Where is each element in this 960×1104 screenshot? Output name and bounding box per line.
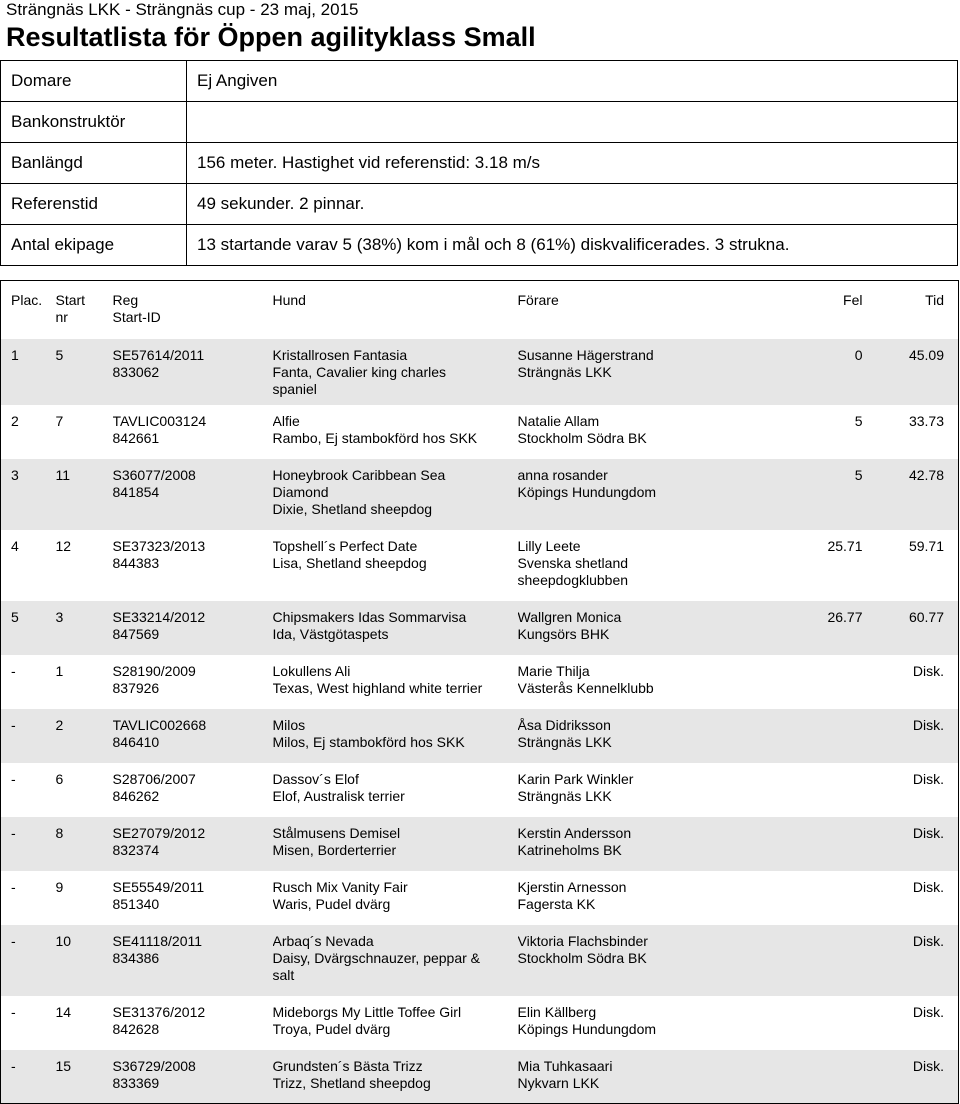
dog-info-line: Stålmusens Demisel — [272, 824, 401, 841]
dog-info-line: Rusch Mix Vanity Fair — [272, 878, 408, 895]
registration-number: SE57614/2011 — [112, 346, 205, 363]
dog-cell — [273, 925, 518, 996]
faults-cell: 0 — [743, 339, 863, 405]
dog-info-line: Trizz, Shetland sheepdog — [272, 1074, 431, 1091]
dog-cell — [273, 601, 518, 655]
registration-number: SE55549/2011 — [112, 878, 205, 895]
handler-info-line: Katrineholms BK — [517, 841, 622, 858]
faults-cell — [743, 1050, 863, 1104]
dog-cell — [273, 709, 518, 763]
handler-info-line: Köpings Hundungdom — [517, 1020, 657, 1037]
faults-cell — [743, 925, 863, 996]
dog-info-line: Dixie, Shetland sheepdog — [272, 500, 433, 517]
dog-info-line: spaniel — [272, 380, 317, 397]
dog-info-line: Milos — [272, 716, 306, 733]
registration-cell — [113, 459, 273, 530]
dog-cell — [273, 996, 518, 1050]
info-value: 156 meter. Hastighet vid referenstid: 3.18 m/s — [187, 143, 958, 184]
time-cell: Disk. — [863, 871, 959, 925]
registration-number: S36077/2008 — [112, 466, 196, 483]
start-id: 841854 — [112, 483, 160, 500]
start-id: 833062 — [112, 363, 160, 380]
placement-cell: - — [1, 655, 56, 709]
registration-number: SE31376/2012 — [112, 1003, 206, 1020]
handler-info-line: Stockholm Södra BK — [517, 429, 647, 446]
handler-info-line: Stockholm Södra BK — [517, 949, 647, 966]
column-header-fel: Fel — [743, 281, 863, 339]
result-row — [1, 996, 959, 1050]
dog-cell — [273, 530, 518, 601]
placement-cell: 1 — [1, 339, 56, 405]
dog-cell — [273, 763, 518, 817]
info-value: 13 startande varav 5 (38%) kom i mål och 8 (61%) diskvalificerades. 3 strukna. — [187, 225, 958, 266]
placement-cell: 4 — [1, 530, 56, 601]
dog-cell — [273, 1050, 518, 1104]
registration-cell — [113, 601, 273, 655]
handler-cell — [518, 405, 743, 459]
registration-number: SE41118/2011 — [112, 932, 203, 949]
placement-cell: - — [1, 925, 56, 996]
time-cell: Disk. — [863, 996, 959, 1050]
course-info-table — [0, 60, 958, 266]
start-number-cell: 14 — [56, 996, 113, 1050]
info-row-bankonstruktor — [1, 102, 958, 143]
dog-info-line: Lokullens Ali — [272, 662, 351, 679]
placement-cell: - — [1, 709, 56, 763]
registration-cell — [113, 925, 273, 996]
handler-info-line: Elin Källberg — [517, 1003, 597, 1020]
column-header-start-line1: Start — [55, 292, 86, 308]
faults-cell: 5 — [743, 459, 863, 530]
dog-cell — [273, 339, 518, 405]
placement-cell: 5 — [1, 601, 56, 655]
handler-cell — [518, 763, 743, 817]
faults-cell — [743, 871, 863, 925]
result-row — [1, 655, 959, 709]
handler-info-line: Svenska shetland — [517, 554, 629, 571]
dog-info-line: Dassov´s Elof — [272, 770, 359, 787]
result-row — [1, 339, 959, 405]
handler-info-line: Åsa Didriksson — [517, 716, 611, 733]
dog-info-line: Ida, Västgötaspets — [272, 625, 389, 642]
time-cell: 42.78 — [863, 459, 959, 530]
placement-cell: - — [1, 996, 56, 1050]
column-header-hund: Hund — [273, 281, 518, 339]
placement-cell: 2 — [1, 405, 56, 459]
dog-cell — [273, 405, 518, 459]
column-header-start — [56, 281, 113, 339]
registration-number: SE33214/2012 — [112, 608, 206, 625]
dog-info-line: Elof, Australisk terrier — [272, 787, 405, 804]
registration-number: S28706/2007 — [112, 770, 196, 787]
info-row-antal-ekipage — [1, 225, 958, 266]
placement-cell: - — [1, 871, 56, 925]
column-header-reg-line2: Start-ID — [112, 309, 161, 325]
start-id: 833369 — [112, 1074, 160, 1091]
handler-cell — [518, 709, 743, 763]
time-cell: Disk. — [863, 1050, 959, 1104]
result-row — [1, 763, 959, 817]
registration-cell — [113, 530, 273, 601]
faults-cell: 25.71 — [743, 530, 863, 601]
column-header-forare: Förare — [518, 281, 743, 339]
info-row-referenstid — [1, 184, 958, 225]
dog-info-line: Honeybrook Caribbean Sea — [272, 466, 446, 483]
start-number-cell: 2 — [56, 709, 113, 763]
dog-info-line: Fanta, Cavalier king charles — [272, 363, 447, 380]
handler-info-line: Västerås Kennelklubb — [517, 679, 654, 696]
registration-number: SE37323/2013 — [112, 537, 206, 554]
start-id: 832374 — [112, 841, 160, 858]
start-number-cell: 15 — [56, 1050, 113, 1104]
dog-info-line: Texas, West highland white terrier — [272, 679, 483, 696]
info-value: Ej Angiven — [187, 61, 958, 102]
handler-cell — [518, 459, 743, 530]
registration-cell — [113, 996, 273, 1050]
column-header-start-line2: nr — [55, 309, 68, 325]
start-id: 846410 — [112, 733, 160, 750]
result-row — [1, 1050, 959, 1104]
faults-cell — [743, 996, 863, 1050]
dog-info-line: Lisa, Shetland sheepdog — [272, 554, 427, 571]
info-label: Referenstid — [1, 184, 187, 225]
placement-cell: 3 — [1, 459, 56, 530]
page-title: Resultatlista för Öppen agilityklass Small — [6, 22, 536, 52]
start-id: 847569 — [112, 625, 160, 642]
dog-info-line: Chipsmakers Idas Sommarvisa — [272, 608, 467, 625]
handler-info-line: Kerstin Andersson — [517, 824, 632, 841]
info-label: Domare — [1, 61, 187, 102]
start-number-cell: 7 — [56, 405, 113, 459]
handler-info-line: Strängnäs LKK — [517, 733, 612, 750]
registration-cell — [113, 709, 273, 763]
dog-cell — [273, 817, 518, 871]
dog-info-line: Waris, Pudel dvärg — [272, 895, 391, 912]
dog-info-line: Daisy, Dvärgschnauzer, peppar & — [272, 949, 481, 966]
dog-info-line: Rambo, Ej stambokförd hos SKK — [272, 429, 478, 446]
handler-info-line: Susanne Hägerstrand — [517, 346, 654, 363]
registration-cell — [113, 339, 273, 405]
result-row — [1, 871, 959, 925]
dog-info-line: Grundsten´s Bästa Trizz — [272, 1057, 423, 1074]
registration-cell — [113, 1050, 273, 1104]
handler-info-line: sheepdogklubben — [517, 571, 629, 588]
handler-info-line: Köpings Hundungdom — [517, 483, 657, 500]
start-id: 842661 — [112, 429, 160, 446]
handler-info-line: Marie Thilja — [517, 662, 590, 679]
dog-info-line: Mideborgs My Little Toffee Girl — [272, 1003, 462, 1020]
handler-cell — [518, 601, 743, 655]
result-row — [1, 459, 959, 530]
registration-number: TAVLIC003124 — [112, 412, 207, 429]
handler-info-line: Fagersta KK — [517, 895, 596, 912]
handler-info-line: Strängnäs LKK — [517, 787, 612, 804]
registration-number: S28190/2009 — [112, 662, 196, 679]
result-row — [1, 530, 959, 601]
handler-cell — [518, 1050, 743, 1104]
handler-info-line: Strängnäs LKK — [517, 363, 612, 380]
time-cell: 59.71 — [863, 530, 959, 601]
handler-info-line: Lilly Leete — [517, 537, 581, 554]
start-id: 844383 — [112, 554, 160, 571]
time-cell: 33.73 — [863, 405, 959, 459]
info-value: 49 sekunder. 2 pinnar. — [187, 184, 958, 225]
handler-info-line: Nykvarn LKK — [517, 1074, 600, 1091]
handler-cell — [518, 996, 743, 1050]
dog-cell — [273, 871, 518, 925]
handler-info-line: Wallgren Monica — [517, 608, 622, 625]
handler-cell — [518, 530, 743, 601]
registration-cell — [113, 655, 273, 709]
time-cell: Disk. — [863, 817, 959, 871]
column-header-tid: Tid — [863, 281, 959, 339]
dog-info-line: Diamond — [272, 483, 329, 500]
start-id: 851340 — [112, 895, 160, 912]
handler-cell — [518, 817, 743, 871]
handler-cell — [518, 871, 743, 925]
info-label: Antal ekipage — [1, 225, 187, 266]
dog-cell — [273, 459, 518, 530]
faults-cell — [743, 817, 863, 871]
result-row — [1, 405, 959, 459]
registration-number: SE27079/2012 — [112, 824, 206, 841]
result-row — [1, 601, 959, 655]
registration-cell — [113, 871, 273, 925]
faults-cell: 5 — [743, 405, 863, 459]
faults-cell — [743, 763, 863, 817]
start-number-cell: 3 — [56, 601, 113, 655]
handler-info-line: Natalie Allam — [517, 412, 600, 429]
dog-info-line: Troya, Pudel dvärg — [272, 1020, 391, 1037]
placement-cell: - — [1, 817, 56, 871]
dog-info-line: Arbaq´s Nevada — [272, 932, 374, 949]
dog-cell — [273, 655, 518, 709]
dog-info-line: Kristallrosen Fantasia — [272, 346, 408, 363]
handler-info-line: Karin Park Winkler — [517, 770, 634, 787]
start-number-cell: 10 — [56, 925, 113, 996]
registration-cell — [113, 817, 273, 871]
time-cell: 45.09 — [863, 339, 959, 405]
registration-number: S36729/2008 — [112, 1057, 196, 1074]
start-number-cell: 12 — [56, 530, 113, 601]
time-cell: Disk. — [863, 925, 959, 996]
time-cell: Disk. — [863, 763, 959, 817]
info-value — [187, 102, 958, 143]
handler-cell — [518, 655, 743, 709]
time-cell: Disk. — [863, 655, 959, 709]
registration-number: TAVLIC002668 — [112, 716, 207, 733]
start-number-cell: 1 — [56, 655, 113, 709]
handler-info-line: Mia Tuhkasaari — [517, 1057, 613, 1074]
column-header-reg — [113, 281, 273, 339]
time-cell: 60.77 — [863, 601, 959, 655]
column-header-plac: Plac. — [1, 281, 56, 339]
dog-info-line: salt — [272, 966, 295, 983]
start-number-cell: 5 — [56, 339, 113, 405]
time-cell: Disk. — [863, 709, 959, 763]
faults-cell — [743, 709, 863, 763]
start-number-cell: 8 — [56, 817, 113, 871]
placement-cell: - — [1, 763, 56, 817]
dog-info-line: Milos, Ej stambokförd hos SKK — [272, 733, 465, 750]
results-table — [0, 280, 959, 1104]
handler-info-line: Kungsörs BHK — [517, 625, 610, 642]
start-id: 834386 — [112, 949, 160, 966]
faults-cell — [743, 655, 863, 709]
registration-cell — [113, 405, 273, 459]
handler-info-line: Viktoria Flachsbinder — [517, 932, 648, 949]
start-id: 842628 — [112, 1020, 160, 1037]
info-label: Bankonstruktör — [1, 102, 187, 143]
handler-info-line: anna rosander — [517, 466, 608, 483]
info-label: Banlängd — [1, 143, 187, 184]
result-row — [1, 709, 959, 763]
page-subtitle: Strängnäs LKK - Strängnäs cup - 23 maj, 2015 — [6, 0, 359, 19]
start-number-cell: 9 — [56, 871, 113, 925]
handler-info-line: Kjerstin Arnesson — [517, 878, 627, 895]
start-id: 846262 — [112, 787, 160, 804]
handler-cell — [518, 339, 743, 405]
column-header-reg-line1: Reg — [112, 292, 139, 308]
start-id: 837926 — [112, 679, 160, 696]
faults-cell: 26.77 — [743, 601, 863, 655]
placement-cell: - — [1, 1050, 56, 1104]
handler-cell — [518, 925, 743, 996]
results-header-row — [1, 281, 959, 339]
dog-info-line: Topshell´s Perfect Date — [272, 537, 418, 554]
start-number-cell: 6 — [56, 763, 113, 817]
result-row — [1, 817, 959, 871]
info-row-domare — [1, 61, 958, 102]
dog-info-line: Alfie — [272, 412, 300, 429]
result-row — [1, 925, 959, 996]
start-number-cell: 11 — [56, 459, 113, 530]
dog-info-line: Misen, Borderterrier — [272, 841, 397, 858]
registration-cell — [113, 763, 273, 817]
info-row-banlangd — [1, 143, 958, 184]
